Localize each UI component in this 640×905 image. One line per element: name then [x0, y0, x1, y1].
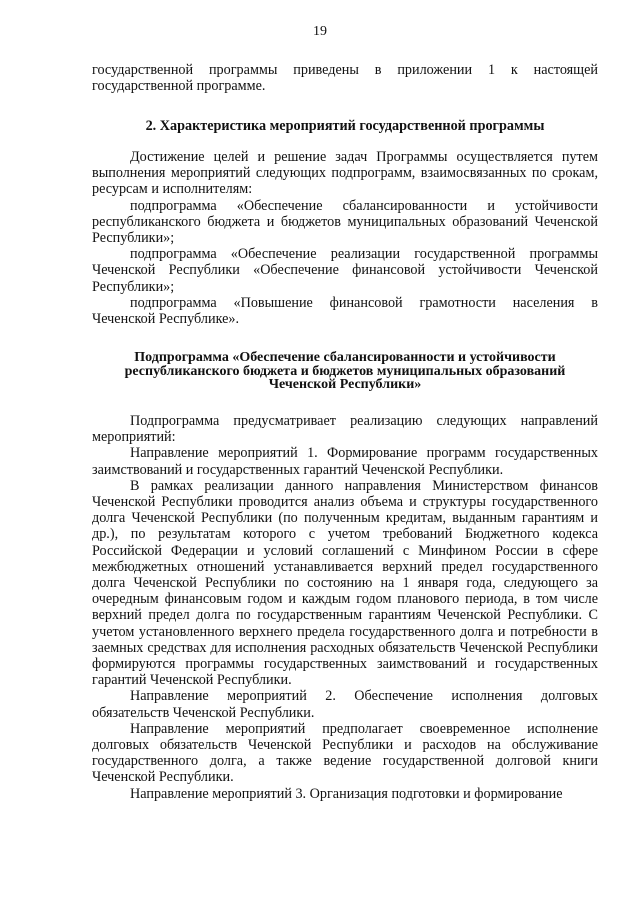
- paragraph: подпрограмма «Повышение финансовой грамотности населения в Чеченской Республике».: [92, 294, 598, 328]
- paragraph: В рамках реализации данного направления Министерством финансов Чеченской Республики проводится анализ объема и структуры государственного долга Чеченской Республики (по полученным кредитам, выданным гарантиям и др.), по результатам которого с учетом требований Бюджетного кодекса Российской Федерации и условий соглашений с Минфином России в сфере межбюджетных отношений устанавливается верхний предел государственного долга Чеченской Республики по состоянию на 1 января года, следующего за очередным финансовым годом и каждым годом планового периода, в том числе верхний предел долга по государственным гарантиям Чеченской Республики. С учетом установленного верхнего предела государственного долга и потребности в заемных средствах для исполнения расходных обязательств Чеченской Республики формируются программы государственных заимствований и государственных гарантий Чеченской Республики.: [92, 477, 598, 689]
- paragraph: подпрограмма «Обеспечение реализации государственной программы Чеченской Республики «Обеспечение финансовой устойчивости Чеченской Республики»;: [92, 246, 598, 295]
- paragraph: Направление мероприятий 1. Формирование программ государственных заимствований и государственных гарантий Чеченской Республики.: [92, 445, 598, 478]
- page-number: 19: [313, 24, 327, 39]
- paragraph: Направление мероприятий предполагает своевременное исполнение долговых обязательств Чеченской Республики и расходов на обслуживание государственного долга, а также ведение государственной долговой книги Чеченской Республики.: [92, 720, 598, 786]
- paragraph: подпрограмма «Обеспечение сбалансированности и устойчивости республиканского бюджета и бюджетов муниципальных образований Чеченской Республики»;: [92, 197, 598, 247]
- paragraph: государственной программы приведены в приложении 1 к настоящей государственной программе.: [92, 62, 598, 95]
- paragraph: Направление мероприятий 3. Организация подготовки и формирование: [130, 785, 563, 802]
- intro-text: [92, 62, 598, 94]
- paragraph: Подпрограмма предусматривает реализацию следующих направлений мероприятий:: [92, 413, 598, 446]
- section-heading: 2. Характеристика мероприятий государственной программы: [145, 118, 545, 134]
- section-body: [92, 149, 598, 327]
- paragraph: Достижение целей и решение задач Программы осуществляется путем выполнения мероприятий следующих подпрограмм, взаимосвязанных по срокам, ресурсам и исполнителям:: [92, 149, 598, 198]
- subprogram-heading: Подпрограмма «Обеспечение сбалансированности и устойчивости республиканского бюджета и бюджетов муниципальных образований Чеченской Республики»: [124, 350, 566, 392]
- paragraph: Направление мероприятий 2. Обеспечение исполнения долговых обязательств Чеченской Республики.: [92, 688, 598, 721]
- subprogram-body: [92, 413, 598, 802]
